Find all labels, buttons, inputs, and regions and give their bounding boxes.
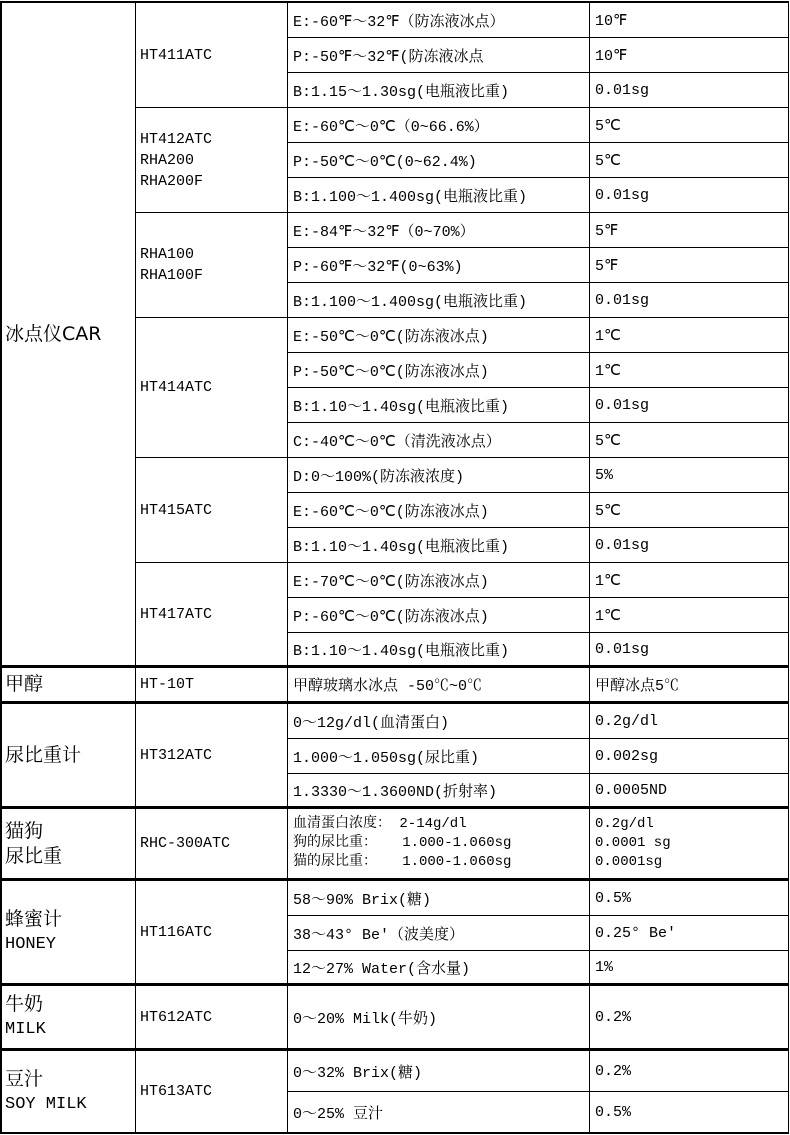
- range-cell: [288, 809, 590, 881]
- category-label: 豆汁: [5, 1067, 44, 1090]
- range-cell: [288, 73, 590, 108]
- resolution-cell: [590, 951, 789, 986]
- range-cell: [288, 178, 590, 213]
- model-cell: [136, 1051, 288, 1134]
- range-cell: [288, 986, 590, 1051]
- category-label: SOY MILK: [5, 1094, 87, 1114]
- resolution-text: 0.01sg: [595, 291, 650, 309]
- model-name: HT412ATC: [140, 130, 213, 148]
- resolution-cell: [590, 598, 789, 633]
- range-text: B:1.100～1.400sg(电瓶液比重): [293, 293, 528, 311]
- range-cell: [288, 633, 590, 668]
- range-text: E:-60℃～0℃(防冻液冰点): [293, 503, 489, 521]
- model-cell: [136, 213, 288, 318]
- model-cell: [136, 881, 288, 986]
- resolution-cell: [590, 633, 789, 668]
- resolution-cell: [590, 143, 789, 178]
- model-cell: [136, 108, 288, 213]
- resolution-cell: [590, 213, 789, 248]
- resolution-cell: [590, 353, 789, 388]
- category-label: MILK: [5, 1020, 46, 1039]
- range-cell: [288, 38, 590, 73]
- range-cell: [288, 916, 590, 951]
- model-name: RHA100F: [140, 267, 204, 284]
- range-text: 狗的尿比重： 1.000-1.060sg: [293, 835, 512, 851]
- range-text: 0～12g/dl(血清蛋白): [293, 714, 450, 732]
- range-text: B:1.15～1.30sg(电瓶液比重): [293, 83, 510, 101]
- range-text: 0～32% Brix(糖): [293, 1064, 423, 1082]
- resolution-text: 1℃: [595, 572, 621, 590]
- category-cell: [2, 3, 136, 668]
- range-text: 58～90% Brix(糖): [293, 891, 432, 909]
- range-text: B:1.10～1.40sg(电瓶液比重): [293, 538, 510, 556]
- category-label: HONEY: [5, 935, 57, 954]
- category-label: 尿比重计: [5, 743, 82, 766]
- category-cell: [2, 809, 136, 881]
- resolution-text: 甲醇冰点5℃: [595, 678, 680, 695]
- resolution-cell: [590, 318, 789, 353]
- model-name: HT417ATC: [140, 605, 213, 623]
- model-name: HT116ATC: [140, 923, 213, 941]
- resolution-text: 0.01sg: [595, 81, 650, 99]
- range-cell: [288, 493, 590, 528]
- resolution-text: 0.2%: [595, 1008, 632, 1026]
- range-cell: [288, 1092, 590, 1134]
- resolution-text: 0.0001sg: [595, 854, 663, 870]
- resolution-text: 5%: [595, 466, 614, 484]
- resolution-cell: [590, 38, 789, 73]
- range-cell: [288, 108, 590, 143]
- resolution-text: 0.2%: [595, 1062, 632, 1080]
- resolution-text: 0.01sg: [595, 396, 650, 414]
- model-cell: [136, 458, 288, 563]
- category-label: 冰点仪CAR: [5, 322, 102, 345]
- resolution-text: 1℃: [595, 327, 621, 345]
- resolution-cell: [590, 248, 789, 283]
- range-text: P:-60℉～32℉(0~63%): [293, 258, 463, 276]
- resolution-cell: [590, 283, 789, 318]
- resolution-text: 0.0005ND: [595, 781, 668, 799]
- resolution-text: 0.01sg: [595, 536, 650, 554]
- range-cell: [288, 3, 590, 38]
- range-text: P:-60℃～0℃(防冻液冰点): [293, 608, 489, 626]
- resolution-cell: [590, 668, 789, 704]
- category-cell: [2, 881, 136, 986]
- category-cell: [2, 986, 136, 1051]
- category-cell: [2, 668, 136, 704]
- range-text: 38～43° Be′（波美度）: [293, 926, 465, 944]
- model-cell: [136, 563, 288, 668]
- range-cell: [288, 283, 590, 318]
- range-cell: [288, 458, 590, 493]
- range-text: E:-60℃～0℃（0~66.6%）: [293, 118, 489, 136]
- resolution-text: 10℉: [595, 12, 628, 30]
- range-text: D:0～100%(防冻液浓度): [293, 468, 465, 486]
- resolution-text: 5℉: [595, 257, 619, 275]
- model-cell: [136, 668, 288, 704]
- range-cell: [288, 1051, 590, 1092]
- resolution-text: 1℃: [595, 362, 621, 380]
- range-text: C:-40℃～0℃（清洗液冰点）: [293, 433, 501, 451]
- category-label: 蜂蜜计: [5, 908, 63, 930]
- resolution-cell: [590, 774, 789, 809]
- range-text: B:1.10～1.40sg(电瓶液比重): [293, 642, 510, 660]
- range-cell: [288, 881, 590, 916]
- product-spec-table: [0, 1, 789, 1134]
- model-name: RHC-300ATC: [140, 835, 231, 852]
- range-text: 血清蛋白浓度： 2-14g/dl: [293, 816, 467, 832]
- resolution-cell: [590, 423, 789, 458]
- model-name: HT-10T: [140, 676, 195, 693]
- resolution-cell: [590, 809, 789, 881]
- range-cell: [288, 248, 590, 283]
- resolution-cell: [590, 1051, 789, 1092]
- model-cell: [136, 318, 288, 458]
- range-cell: [288, 668, 590, 704]
- resolution-cell: [590, 458, 789, 493]
- range-cell: [288, 739, 590, 774]
- range-cell: [288, 528, 590, 563]
- category-cell: [2, 704, 136, 809]
- range-text: E:-50℃～0℃(防冻液冰点): [293, 328, 489, 346]
- category-label: 牛奶: [5, 993, 44, 1015]
- range-text: B:1.100～1.400sg(电瓶液比重): [293, 188, 528, 206]
- resolution-text: 0.01sg: [595, 640, 650, 658]
- range-text: 甲醇玻璃水冰点 -50℃~0℃: [293, 678, 483, 695]
- resolution-text: 0.0001 sg: [595, 835, 671, 851]
- resolution-text: 0.5%: [595, 889, 632, 907]
- range-text: E:-84℉～32℉（0~70%）: [293, 223, 475, 241]
- resolution-cell: [590, 388, 789, 423]
- range-cell: [288, 318, 590, 353]
- resolution-text: 0.5%: [595, 1103, 632, 1121]
- resolution-cell: [590, 881, 789, 916]
- range-text: P:-50℃～0℃(防冻液冰点): [293, 363, 489, 381]
- resolution-text: 5℃: [595, 117, 621, 135]
- resolution-cell: [590, 986, 789, 1051]
- resolution-text: 1℃: [595, 607, 621, 625]
- model-cell: [136, 986, 288, 1051]
- range-cell: [288, 704, 590, 739]
- resolution-text: 0.2g/dl: [595, 816, 654, 832]
- range-cell: [288, 143, 590, 178]
- model-name: HT415ATC: [140, 501, 213, 519]
- resolution-cell: [590, 563, 789, 598]
- resolution-text: 1%: [595, 958, 614, 976]
- range-cell: [288, 353, 590, 388]
- range-cell: [288, 213, 590, 248]
- resolution-cell: [590, 916, 789, 951]
- resolution-cell: [590, 704, 789, 739]
- model-name: HT312ATC: [140, 746, 213, 764]
- resolution-cell: [590, 739, 789, 774]
- resolution-text: 0.01sg: [595, 186, 650, 204]
- model-cell: [136, 3, 288, 108]
- category-label: 猫狗: [5, 819, 44, 842]
- resolution-cell: [590, 178, 789, 213]
- resolution-cell: [590, 73, 789, 108]
- resolution-cell: [590, 108, 789, 143]
- range-text: 1.000～1.050sg(尿比重): [293, 749, 480, 767]
- range-text: E:-70℃～0℃(防冻液冰点): [293, 573, 489, 591]
- range-text: E:-60℉～32℉（防冻液冰点）: [293, 13, 505, 31]
- range-cell: [288, 774, 590, 809]
- range-cell: [288, 388, 590, 423]
- model-name: HT411ATC: [140, 46, 213, 64]
- range-text: 12～27% Water(含水量): [293, 960, 471, 978]
- range-text: B:1.10～1.40sg(电瓶液比重): [293, 398, 510, 416]
- range-text: 猫的尿比重： 1.000-1.060sg: [293, 854, 512, 870]
- resolution-cell: [590, 1092, 789, 1134]
- model-name: HT612ATC: [140, 1008, 213, 1026]
- resolution-text: 5℉: [595, 222, 619, 240]
- model-name: HT613ATC: [140, 1083, 213, 1100]
- range-text: P:-50℉～32℉(防冻液冰点: [293, 48, 484, 66]
- model-name: HT414ATC: [140, 379, 213, 396]
- model-name: RHA200: [140, 151, 195, 169]
- resolution-text: 10℉: [595, 47, 628, 65]
- range-text: 0～25% 豆汁: [293, 1105, 384, 1123]
- resolution-text: 0.25° Be′: [595, 924, 677, 942]
- model-name: RHA100: [140, 246, 195, 263]
- range-text: 1.3330～1.3600ND(折射率): [293, 783, 498, 801]
- range-cell: [288, 563, 590, 598]
- model-cell: [136, 704, 288, 809]
- category-cell: [2, 1051, 136, 1134]
- range-text: 0～20% Milk(牛奶): [293, 1010, 438, 1028]
- resolution-text: 0.2g/dl: [595, 712, 659, 730]
- resolution-cell: [590, 528, 789, 563]
- resolution-text: 5℃: [595, 432, 621, 450]
- resolution-cell: [590, 493, 789, 528]
- category-label: 尿比重: [5, 844, 63, 867]
- range-text: P:-50℃～0℃(0~62.4%): [293, 153, 477, 171]
- resolution-text: 5℃: [595, 152, 621, 170]
- resolution-cell: [590, 3, 789, 38]
- resolution-text: 5℃: [595, 502, 621, 520]
- range-cell: [288, 951, 590, 986]
- model-cell: [136, 809, 288, 881]
- model-name: RHA200F: [140, 172, 204, 190]
- resolution-text: 0.002sg: [595, 747, 659, 765]
- category-label: 甲醇: [5, 673, 44, 695]
- range-cell: [288, 598, 590, 633]
- range-cell: [288, 423, 590, 458]
